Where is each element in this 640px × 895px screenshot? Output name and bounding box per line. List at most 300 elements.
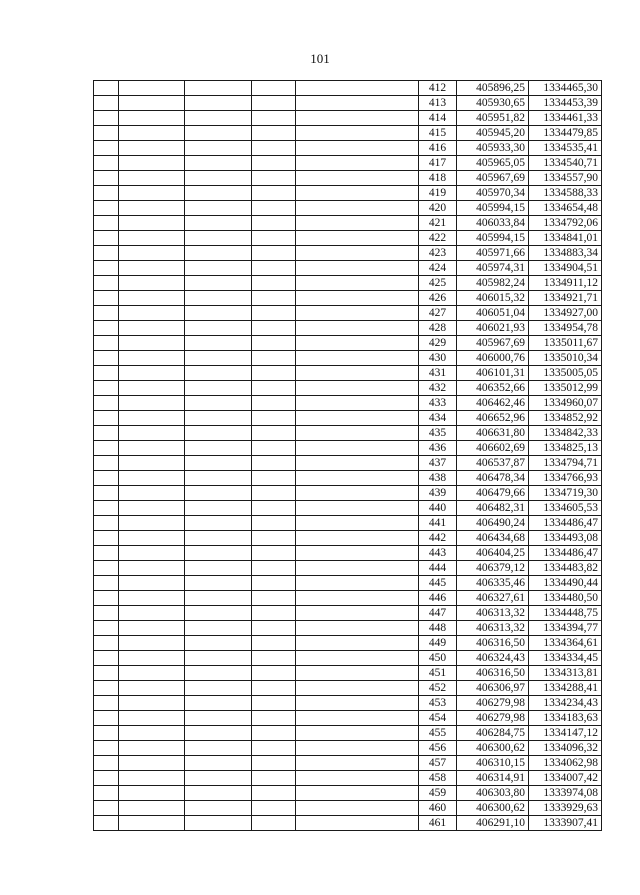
- y-coordinate-cell: 1333929,63: [529, 801, 602, 816]
- empty-cell: [94, 786, 119, 801]
- empty-cell: [296, 486, 419, 501]
- x-coordinate-cell: 406482,31: [457, 501, 529, 516]
- empty-cell: [296, 741, 419, 756]
- empty-cell: [94, 636, 119, 651]
- empty-cell: [119, 426, 185, 441]
- x-coordinate-cell: 405945,20: [457, 126, 529, 141]
- empty-cell: [94, 141, 119, 156]
- table-row: [94, 621, 602, 636]
- empty-cell: [94, 801, 119, 816]
- empty-cell: [185, 261, 252, 276]
- empty-cell: [94, 216, 119, 231]
- empty-cell: [119, 366, 185, 381]
- point-number-cell: 460: [419, 801, 457, 816]
- point-number-cell: 427: [419, 306, 457, 321]
- empty-cell: [296, 711, 419, 726]
- empty-cell: [119, 801, 185, 816]
- empty-cell: [252, 351, 296, 366]
- y-coordinate-cell: 1334588,33: [529, 186, 602, 201]
- empty-cell: [185, 471, 252, 486]
- y-coordinate-cell: 1334096,32: [529, 741, 602, 756]
- empty-cell: [185, 231, 252, 246]
- y-coordinate-cell: 1334147,12: [529, 726, 602, 741]
- y-coordinate-cell: 1335010,34: [529, 351, 602, 366]
- empty-cell: [94, 741, 119, 756]
- x-coordinate-cell: 406434,68: [457, 531, 529, 546]
- empty-cell: [296, 546, 419, 561]
- empty-cell: [296, 561, 419, 576]
- x-coordinate-cell: 406300,62: [457, 741, 529, 756]
- y-coordinate-cell: 1334654,48: [529, 201, 602, 216]
- empty-cell: [94, 561, 119, 576]
- empty-cell: [119, 561, 185, 576]
- empty-cell: [119, 816, 185, 831]
- y-coordinate-cell: 1333907,41: [529, 816, 602, 831]
- empty-cell: [94, 516, 119, 531]
- empty-cell: [296, 441, 419, 456]
- empty-cell: [185, 531, 252, 546]
- empty-cell: [296, 726, 419, 741]
- empty-cell: [252, 246, 296, 261]
- empty-cell: [185, 306, 252, 321]
- empty-cell: [296, 276, 419, 291]
- table-row: [94, 711, 602, 726]
- empty-cell: [252, 336, 296, 351]
- x-coordinate-cell: 406306,97: [457, 681, 529, 696]
- empty-cell: [185, 351, 252, 366]
- empty-cell: [94, 396, 119, 411]
- point-number-cell: 452: [419, 681, 457, 696]
- y-coordinate-cell: 1334486,47: [529, 516, 602, 531]
- empty-cell: [185, 786, 252, 801]
- empty-cell: [185, 366, 252, 381]
- table-row: [94, 246, 602, 261]
- empty-cell: [94, 471, 119, 486]
- empty-cell: [185, 171, 252, 186]
- empty-cell: [296, 621, 419, 636]
- coordinates-table: [93, 80, 602, 831]
- x-coordinate-cell: 405896,25: [457, 81, 529, 96]
- empty-cell: [185, 96, 252, 111]
- empty-cell: [119, 126, 185, 141]
- x-coordinate-cell: 405982,24: [457, 276, 529, 291]
- y-coordinate-cell: 1334719,30: [529, 486, 602, 501]
- empty-cell: [94, 351, 119, 366]
- empty-cell: [252, 741, 296, 756]
- empty-cell: [185, 216, 252, 231]
- empty-cell: [119, 231, 185, 246]
- y-coordinate-cell: 1334792,06: [529, 216, 602, 231]
- x-coordinate-cell: 406101,31: [457, 366, 529, 381]
- empty-cell: [94, 486, 119, 501]
- point-number-cell: 461: [419, 816, 457, 831]
- empty-cell: [94, 666, 119, 681]
- empty-cell: [94, 246, 119, 261]
- empty-cell: [185, 516, 252, 531]
- table-row: [94, 351, 602, 366]
- empty-cell: [119, 396, 185, 411]
- table-row: [94, 606, 602, 621]
- empty-cell: [94, 651, 119, 666]
- table-row: [94, 486, 602, 501]
- table-row: [94, 366, 602, 381]
- point-number-cell: 447: [419, 606, 457, 621]
- empty-cell: [185, 156, 252, 171]
- y-coordinate-cell: 1334480,50: [529, 591, 602, 606]
- table-row: [94, 306, 602, 321]
- table-row: [94, 756, 602, 771]
- empty-cell: [296, 411, 419, 426]
- y-coordinate-cell: 1334794,71: [529, 456, 602, 471]
- empty-cell: [185, 576, 252, 591]
- y-coordinate-cell: 1335005,05: [529, 366, 602, 381]
- point-number-cell: 415: [419, 126, 457, 141]
- table-row: [94, 396, 602, 411]
- empty-cell: [119, 111, 185, 126]
- empty-cell: [119, 786, 185, 801]
- table-row: [94, 651, 602, 666]
- point-number-cell: 426: [419, 291, 457, 306]
- empty-cell: [94, 726, 119, 741]
- empty-cell: [296, 531, 419, 546]
- x-coordinate-cell: 406379,12: [457, 561, 529, 576]
- empty-cell: [296, 426, 419, 441]
- empty-cell: [185, 741, 252, 756]
- empty-cell: [185, 726, 252, 741]
- empty-cell: [119, 486, 185, 501]
- y-coordinate-cell: 1334841,01: [529, 231, 602, 246]
- empty-cell: [94, 591, 119, 606]
- y-coordinate-cell: 1334007,42: [529, 771, 602, 786]
- empty-cell: [252, 261, 296, 276]
- empty-cell: [119, 441, 185, 456]
- table-row: [94, 291, 602, 306]
- empty-cell: [94, 96, 119, 111]
- point-number-cell: 449: [419, 636, 457, 651]
- empty-cell: [119, 696, 185, 711]
- point-number-cell: 435: [419, 426, 457, 441]
- empty-cell: [185, 426, 252, 441]
- y-coordinate-cell: 1334394,77: [529, 621, 602, 636]
- x-coordinate-cell: 406313,32: [457, 606, 529, 621]
- empty-cell: [296, 336, 419, 351]
- x-coordinate-cell: 406602,69: [457, 441, 529, 456]
- empty-cell: [119, 651, 185, 666]
- empty-cell: [296, 111, 419, 126]
- point-number-cell: 453: [419, 696, 457, 711]
- y-coordinate-cell: 1334852,92: [529, 411, 602, 426]
- table-row: [94, 261, 602, 276]
- empty-cell: [94, 321, 119, 336]
- empty-cell: [296, 291, 419, 306]
- table-row: [94, 411, 602, 426]
- empty-cell: [296, 606, 419, 621]
- empty-cell: [119, 456, 185, 471]
- empty-cell: [252, 321, 296, 336]
- empty-cell: [252, 636, 296, 651]
- empty-cell: [94, 771, 119, 786]
- empty-cell: [94, 681, 119, 696]
- empty-cell: [119, 531, 185, 546]
- x-coordinate-cell: 406316,50: [457, 666, 529, 681]
- empty-cell: [296, 786, 419, 801]
- x-coordinate-cell: 406537,87: [457, 456, 529, 471]
- y-coordinate-cell: 1334766,93: [529, 471, 602, 486]
- x-coordinate-cell: 406314,91: [457, 771, 529, 786]
- empty-cell: [94, 126, 119, 141]
- empty-cell: [94, 171, 119, 186]
- table-row: [94, 126, 602, 141]
- x-coordinate-cell: 406021,93: [457, 321, 529, 336]
- x-coordinate-cell: 405970,34: [457, 186, 529, 201]
- empty-cell: [296, 516, 419, 531]
- table-row: [94, 171, 602, 186]
- empty-cell: [185, 666, 252, 681]
- x-coordinate-cell: 405974,31: [457, 261, 529, 276]
- empty-cell: [185, 561, 252, 576]
- empty-cell: [119, 171, 185, 186]
- empty-cell: [252, 456, 296, 471]
- empty-cell: [119, 606, 185, 621]
- empty-cell: [296, 696, 419, 711]
- x-coordinate-cell: 405933,30: [457, 141, 529, 156]
- empty-cell: [185, 321, 252, 336]
- point-number-cell: 451: [419, 666, 457, 681]
- y-coordinate-cell: 1334960,07: [529, 396, 602, 411]
- empty-cell: [185, 201, 252, 216]
- empty-cell: [94, 276, 119, 291]
- y-coordinate-cell: 1334540,71: [529, 156, 602, 171]
- point-number-cell: 431: [419, 366, 457, 381]
- empty-cell: [252, 666, 296, 681]
- empty-cell: [296, 141, 419, 156]
- empty-cell: [252, 501, 296, 516]
- y-coordinate-cell: 1333974,08: [529, 786, 602, 801]
- empty-cell: [252, 696, 296, 711]
- empty-cell: [119, 591, 185, 606]
- empty-cell: [296, 246, 419, 261]
- empty-cell: [296, 261, 419, 276]
- empty-cell: [185, 126, 252, 141]
- empty-cell: [296, 156, 419, 171]
- y-coordinate-cell: 1334921,71: [529, 291, 602, 306]
- empty-cell: [296, 231, 419, 246]
- y-coordinate-cell: 1334911,12: [529, 276, 602, 291]
- empty-cell: [119, 246, 185, 261]
- empty-cell: [185, 756, 252, 771]
- empty-cell: [119, 501, 185, 516]
- table-row: [94, 276, 602, 291]
- y-coordinate-cell: 1334486,47: [529, 546, 602, 561]
- empty-cell: [296, 576, 419, 591]
- x-coordinate-cell: 406479,66: [457, 486, 529, 501]
- empty-cell: [252, 546, 296, 561]
- empty-cell: [119, 711, 185, 726]
- empty-cell: [119, 261, 185, 276]
- empty-cell: [185, 681, 252, 696]
- x-coordinate-cell: 406051,04: [457, 306, 529, 321]
- empty-cell: [119, 186, 185, 201]
- x-coordinate-cell: 405994,15: [457, 231, 529, 246]
- empty-cell: [185, 441, 252, 456]
- point-number-cell: 436: [419, 441, 457, 456]
- y-coordinate-cell: 1334927,00: [529, 306, 602, 321]
- empty-cell: [119, 726, 185, 741]
- x-coordinate-cell: 406352,66: [457, 381, 529, 396]
- empty-cell: [252, 186, 296, 201]
- empty-cell: [119, 156, 185, 171]
- y-coordinate-cell: 1334334,45: [529, 651, 602, 666]
- empty-cell: [119, 516, 185, 531]
- x-coordinate-cell: 406291,10: [457, 816, 529, 831]
- empty-cell: [296, 381, 419, 396]
- point-number-cell: 425: [419, 276, 457, 291]
- table-row: [94, 531, 602, 546]
- empty-cell: [296, 96, 419, 111]
- empty-cell: [252, 306, 296, 321]
- point-number-cell: 421: [419, 216, 457, 231]
- table-row: [94, 501, 602, 516]
- empty-cell: [252, 141, 296, 156]
- empty-cell: [252, 621, 296, 636]
- point-number-cell: 455: [419, 726, 457, 741]
- empty-cell: [252, 471, 296, 486]
- empty-cell: [296, 801, 419, 816]
- empty-cell: [94, 606, 119, 621]
- empty-cell: [119, 621, 185, 636]
- empty-cell: [94, 441, 119, 456]
- y-coordinate-cell: 1334465,30: [529, 81, 602, 96]
- empty-cell: [94, 231, 119, 246]
- empty-cell: [252, 96, 296, 111]
- empty-cell: [94, 411, 119, 426]
- empty-cell: [252, 486, 296, 501]
- empty-cell: [296, 171, 419, 186]
- x-coordinate-cell: 406284,75: [457, 726, 529, 741]
- table-row: [94, 216, 602, 231]
- empty-cell: [296, 186, 419, 201]
- empty-cell: [185, 621, 252, 636]
- empty-cell: [185, 816, 252, 831]
- empty-cell: [185, 336, 252, 351]
- empty-cell: [185, 636, 252, 651]
- y-coordinate-cell: 1334904,51: [529, 261, 602, 276]
- x-coordinate-cell: 406279,98: [457, 696, 529, 711]
- empty-cell: [94, 111, 119, 126]
- x-coordinate-cell: 406324,43: [457, 651, 529, 666]
- empty-cell: [94, 816, 119, 831]
- x-coordinate-cell: 405930,65: [457, 96, 529, 111]
- point-number-cell: 448: [419, 621, 457, 636]
- x-coordinate-cell: 405967,69: [457, 171, 529, 186]
- table-row: [94, 636, 602, 651]
- empty-cell: [252, 381, 296, 396]
- y-coordinate-cell: 1334490,44: [529, 576, 602, 591]
- empty-cell: [185, 111, 252, 126]
- empty-cell: [119, 321, 185, 336]
- table-row: [94, 561, 602, 576]
- point-number-cell: 430: [419, 351, 457, 366]
- y-coordinate-cell: 1334313,81: [529, 666, 602, 681]
- point-number-cell: 417: [419, 156, 457, 171]
- empty-cell: [185, 141, 252, 156]
- point-number-cell: 419: [419, 186, 457, 201]
- empty-cell: [252, 771, 296, 786]
- x-coordinate-cell: 405967,69: [457, 336, 529, 351]
- empty-cell: [185, 396, 252, 411]
- y-coordinate-cell: 1334883,34: [529, 246, 602, 261]
- table-row: [94, 591, 602, 606]
- empty-cell: [252, 276, 296, 291]
- point-number-cell: 444: [419, 561, 457, 576]
- empty-cell: [185, 411, 252, 426]
- point-number-cell: 446: [419, 591, 457, 606]
- empty-cell: [119, 546, 185, 561]
- empty-cell: [296, 681, 419, 696]
- empty-cell: [296, 771, 419, 786]
- point-number-cell: 413: [419, 96, 457, 111]
- x-coordinate-cell: 406300,62: [457, 801, 529, 816]
- empty-cell: [94, 366, 119, 381]
- empty-cell: [252, 816, 296, 831]
- empty-cell: [185, 606, 252, 621]
- x-coordinate-cell: 406316,50: [457, 636, 529, 651]
- y-coordinate-cell: 1335012,99: [529, 381, 602, 396]
- empty-cell: [94, 261, 119, 276]
- empty-cell: [296, 396, 419, 411]
- point-number-cell: 429: [419, 336, 457, 351]
- empty-cell: [296, 306, 419, 321]
- empty-cell: [296, 201, 419, 216]
- table-row: [94, 696, 602, 711]
- empty-cell: [185, 186, 252, 201]
- empty-cell: [185, 771, 252, 786]
- table-row: [94, 576, 602, 591]
- empty-cell: [296, 81, 419, 96]
- x-coordinate-cell: 406335,46: [457, 576, 529, 591]
- empty-cell: [185, 711, 252, 726]
- empty-cell: [119, 81, 185, 96]
- empty-cell: [252, 126, 296, 141]
- empty-cell: [252, 426, 296, 441]
- table-row: [94, 426, 602, 441]
- y-coordinate-cell: 1335011,67: [529, 336, 602, 351]
- x-coordinate-cell: 406462,46: [457, 396, 529, 411]
- empty-cell: [185, 651, 252, 666]
- empty-cell: [252, 231, 296, 246]
- table-row: [94, 336, 602, 351]
- point-number-cell: 456: [419, 741, 457, 756]
- point-number-cell: 416: [419, 141, 457, 156]
- empty-cell: [185, 276, 252, 291]
- x-coordinate-cell: 405994,15: [457, 201, 529, 216]
- empty-cell: [119, 141, 185, 156]
- empty-cell: [296, 321, 419, 336]
- x-coordinate-cell: 405971,66: [457, 246, 529, 261]
- empty-cell: [119, 306, 185, 321]
- x-coordinate-cell: 406303,80: [457, 786, 529, 801]
- x-coordinate-cell: 405951,82: [457, 111, 529, 126]
- empty-cell: [119, 636, 185, 651]
- empty-cell: [252, 201, 296, 216]
- point-number-cell: 454: [419, 711, 457, 726]
- table-row: [94, 441, 602, 456]
- table-row: [94, 156, 602, 171]
- empty-cell: [185, 381, 252, 396]
- table-row: [94, 816, 602, 831]
- x-coordinate-cell: 406404,25: [457, 546, 529, 561]
- x-coordinate-cell: 406313,32: [457, 621, 529, 636]
